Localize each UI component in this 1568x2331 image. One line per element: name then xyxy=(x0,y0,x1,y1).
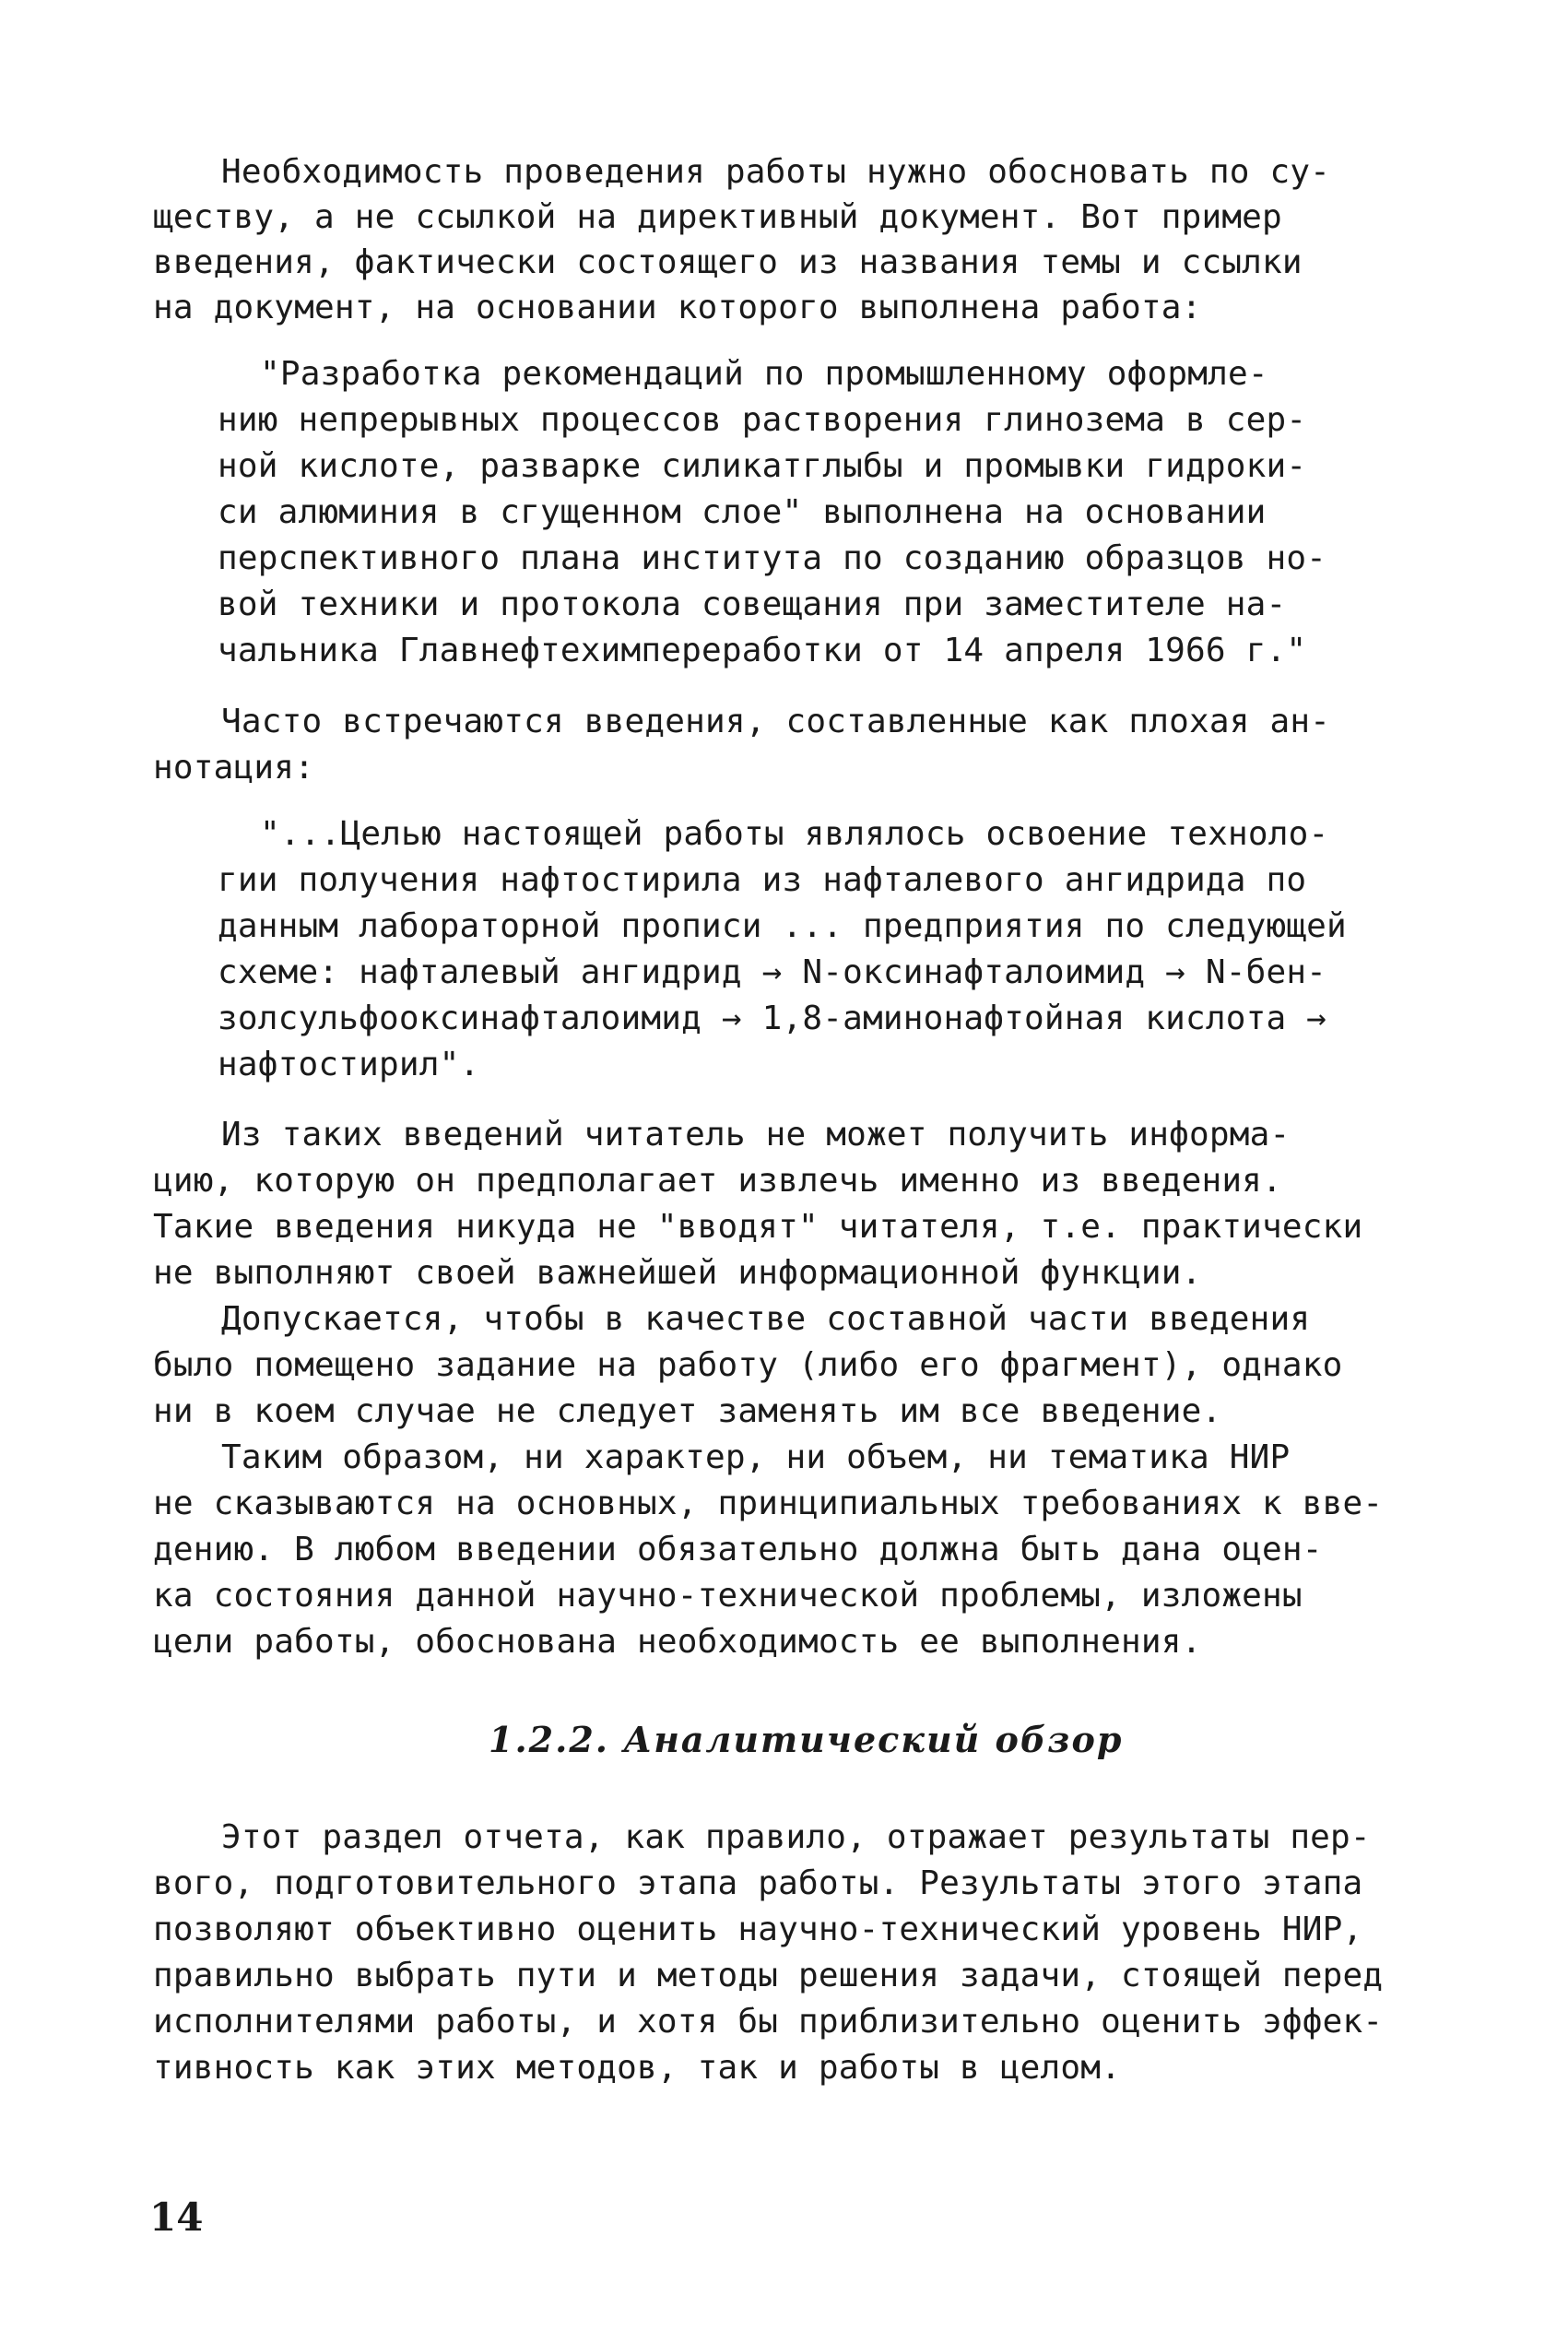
quote-line: перспективного плана института по созданию образцов но- xyxy=(218,539,1327,577)
text-line: Таким образом, ни характер, ни объем, ни тематика НИР xyxy=(221,1438,1291,1476)
text-line: цию, которую он предполагает извлечь именно из введения. xyxy=(153,1162,1282,1200)
text-line: Из таких введений читатель не может получить информа- xyxy=(221,1116,1291,1154)
quote-line: "...Целью настоящей работы являлось освоение техноло- xyxy=(260,815,1329,853)
text-line: введения, фактически состоящего из названия темы и ссылки xyxy=(153,243,1303,281)
text-line: не сказываются на основных, принципиальных требованиях к вве- xyxy=(153,1485,1384,1522)
text-line: Необходимость проведения работы нужно обосновать по су- xyxy=(221,153,1331,191)
text-line: позволяют объективно оценить научно-технический уровень НИР, xyxy=(153,1911,1363,1948)
text-line: ществу, а не ссылкой на директивный документ. Вот пример xyxy=(153,198,1282,236)
text-line: дению. В любом введении обязательно должна быть дана оцен- xyxy=(153,1531,1323,1568)
quote-line: си алюминия в сгущенном слое" выполнена на основании xyxy=(218,493,1267,531)
text-line: Такие введения никуда не "вводят" читателя, т.е. практически xyxy=(153,1208,1363,1246)
text-line: вого, подготовительного этапа работы. Результаты этого этапа xyxy=(153,1864,1363,1902)
text-line: ка состояния данной научно-технической проблемы, изложены xyxy=(153,1577,1303,1615)
quote-line: золсульфооксинафталоимид → 1,8-аминонафтойная кислота → xyxy=(218,1000,1327,1037)
quote-line: схеме: нафталевый ангидрид → N-оксинафталоимид → N-бен- xyxy=(218,953,1327,991)
text-line: Допускается, чтобы в качестве составной части введения xyxy=(221,1300,1311,1338)
text-line: ни в коем случае не следует заменять им все введение. xyxy=(153,1392,1222,1430)
quote-line: ной кислоте, разварке силикатглыбы и промывки гидроки- xyxy=(218,447,1307,485)
quote-line: гии получения нафтостирила из нафталевого ангидрида по xyxy=(218,861,1307,899)
text-line: не выполняют своей важнейшей информационной функции. xyxy=(153,1254,1202,1292)
quote-line: чальника Главнефтехимпереработки от 14 апреля 1966 г." xyxy=(218,632,1307,669)
text-line: цели работы, обоснована необходимость ее выполнения. xyxy=(153,1623,1202,1661)
quote-line: вой техники и протокола совещания при заместителе на- xyxy=(218,586,1287,623)
quote-line: нию непрерывных процессов растворения глинозема в сер- xyxy=(218,401,1307,439)
page-number: 14 xyxy=(149,2195,204,2240)
text-line: Этот раздел отчета, как правило, отражает результаты пер- xyxy=(221,1818,1371,1856)
quote-line: нафтостирил". xyxy=(218,1046,480,1083)
text-line: нотация: xyxy=(153,749,314,787)
section-heading: 1.2.2. Аналитический обзор xyxy=(489,1719,1124,1760)
text-line: тивность как этих методов, так и работы в целом. xyxy=(153,2049,1121,2087)
text-line: правильно выбрать пути и методы решения задачи, стоящей перед xyxy=(153,1957,1384,1994)
quote-line: данным лабораторной прописи ... предприятия по следующей xyxy=(218,907,1347,945)
quote-line: "Разработка рекомендаций по промышленному оформле- xyxy=(260,355,1268,393)
text-line: Часто встречаются введения, составленные как плохая ан- xyxy=(221,703,1331,740)
text-line: на документ, на основании которого выполнена работа: xyxy=(153,289,1202,326)
text-line: исполнителями работы, и хотя бы приблизительно оценить эффек- xyxy=(153,2003,1384,2041)
text-line: было помещено задание на работу (либо его фрагмент), однако xyxy=(153,1346,1343,1384)
